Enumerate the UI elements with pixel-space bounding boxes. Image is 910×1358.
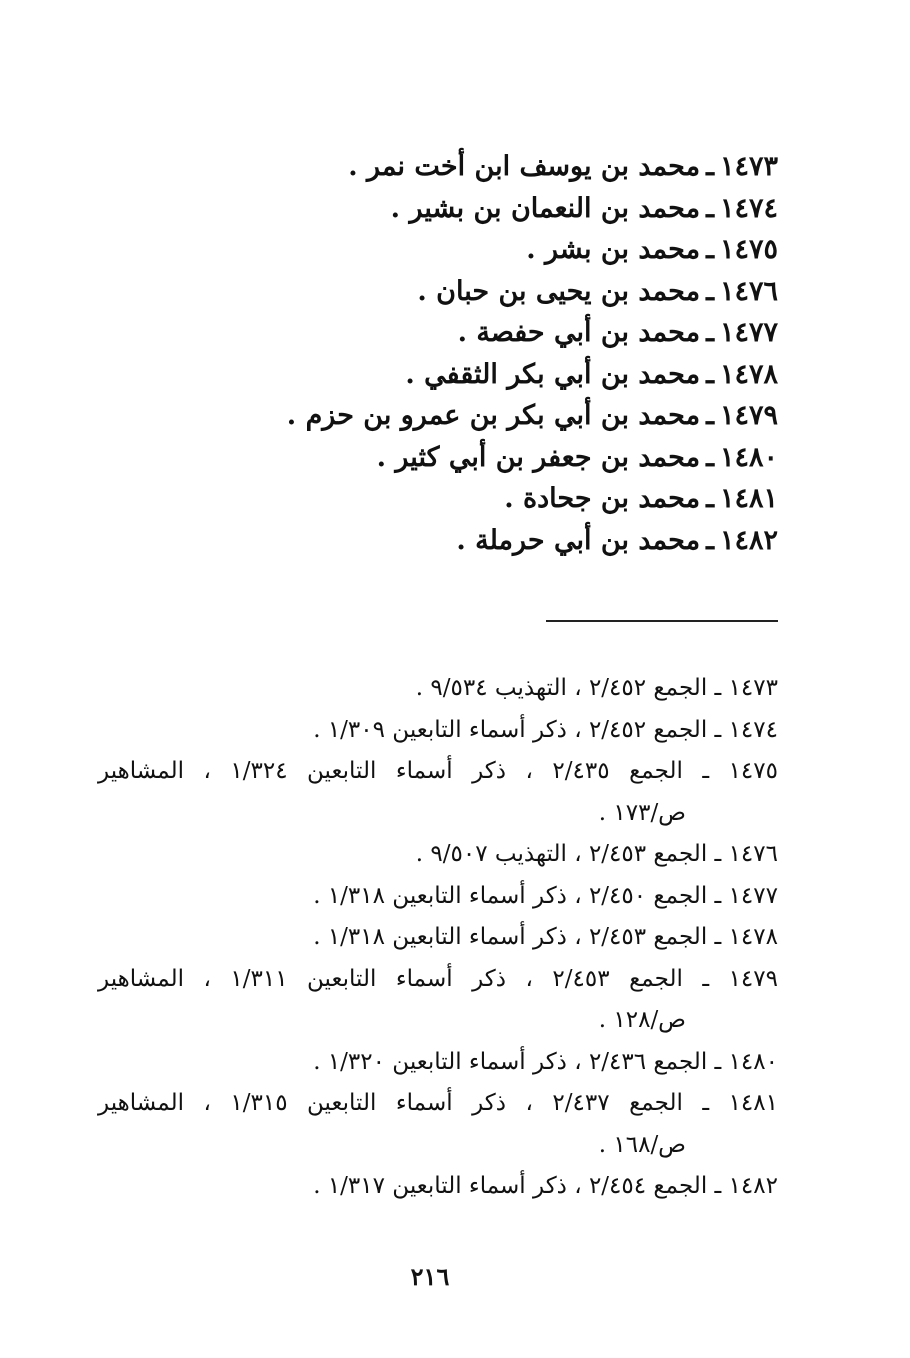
footnote-line: ١٤٧٨ ـ الجمع ٢/٤٥٣ ، ذكر أسماء التابعين ١/٣١٨ .	[313, 924, 778, 950]
footnote-line: ١٤٨٠ ـ الجمع ٢/٤٣٦ ، ذكر أسماء التابعين ١/٣٢٠ .	[313, 1048, 778, 1075]
entry-list	[128, 146, 778, 561]
footnote-item	[98, 834, 778, 876]
entry-item	[128, 271, 778, 313]
entry-name: محمد بن أبي بكر الثقفي .	[405, 358, 701, 390]
footnote-item	[98, 751, 778, 834]
entry-name: محمد بن أبي بكر بن عمرو بن حزم .	[286, 400, 701, 431]
entry-dash: ـ	[706, 358, 714, 390]
entry-dash: ـ	[706, 400, 714, 431]
footnote-line: ١٤٨٢ ـ الجمع ٢/٤٥٤ ، ذكر أسماء التابعين ١/٣١٧ .	[313, 1173, 778, 1199]
entry-dash: ـ	[706, 317, 714, 348]
entry-item	[128, 188, 778, 230]
entry-name: محمد بن جعفر بن أبي كثير .	[376, 441, 701, 473]
footnote-divider	[546, 620, 778, 622]
entry-number: ١٤٨٠	[719, 441, 778, 473]
footnote-line: ١٤٨١ ـ الجمع ٢/٤٣٧ ، ذكر أسماء التابعين ١/٣١٥ ، المشاهير	[98, 1090, 778, 1116]
entry-item	[128, 520, 778, 562]
footnote-item	[98, 1166, 778, 1208]
page-number: ٢١٦	[410, 1262, 450, 1291]
entry-item	[128, 395, 778, 437]
entry-name: محمد بن أبي حفصة .	[457, 317, 701, 348]
entry-name: محمد بن جحادة .	[504, 483, 701, 514]
entry-name: محمد بن يحيى بن حبان .	[417, 275, 701, 307]
entry-number: ١٤٧٨	[719, 358, 778, 390]
footnote-line: ١٤٧٩ ـ الجمع ٢/٤٥٣ ، ذكر أسماء التابعين ١/٣١١ ، المشاهير	[98, 965, 778, 992]
entry-dash: ـ	[706, 192, 714, 224]
entry-number: ١٤٧٤	[719, 192, 778, 224]
entry-dash: ـ	[706, 234, 714, 265]
entry-number: ١٤٧٦	[719, 275, 778, 307]
footnote-line: ١٤٧٧ ـ الجمع ٢/٤٥٠ ، ذكر أسماء التابعين ١/٣١٨ .	[313, 882, 778, 909]
entry-dash: ـ	[706, 151, 714, 182]
entry-item	[128, 437, 778, 479]
entry-item	[128, 312, 778, 354]
entry-dash: ـ	[706, 275, 714, 307]
entry-name: محمد بن بشر .	[526, 234, 701, 265]
entry-item	[128, 354, 778, 396]
footnote-item	[98, 710, 778, 752]
footnote-continuation: ص/١٧٣ .	[598, 799, 686, 826]
entry-number: ١٤٧٧	[719, 317, 778, 348]
entry-number: ١٤٧٩	[719, 400, 778, 431]
entry-number: ١٤٧٣	[719, 151, 778, 182]
entry-number: ١٤٨٢	[719, 524, 778, 556]
entry-item	[128, 146, 778, 188]
footnote-item	[98, 1042, 778, 1084]
footnote-item	[98, 959, 778, 1042]
entry-name: محمد بن أبي حرملة .	[456, 524, 701, 556]
entry-dash: ـ	[706, 524, 714, 556]
footnotes	[98, 668, 778, 1208]
entry-item	[128, 229, 778, 271]
entry-dash: ـ	[706, 483, 714, 514]
footnote-line: ١٤٧٣ ـ الجمع ٢/٤٥٢ ، التهذيب ٩/٥٣٤ .	[415, 675, 778, 701]
footnote-continuation: ص/١٦٨ .	[598, 1131, 686, 1158]
entry-number: ١٤٨١	[719, 483, 778, 514]
footnote-item	[98, 917, 778, 959]
footnote-item	[98, 1083, 778, 1166]
footnote-continuation: ص/١٢٨ .	[598, 1007, 686, 1033]
entry-name: محمد بن يوسف ابن أخت نمر .	[348, 151, 701, 182]
entry-dash: ـ	[706, 441, 714, 473]
footnote-line: ١٤٧٥ ـ الجمع ٢/٤٣٥ ، ذكر أسماء التابعين ١/٣٢٤ ، المشاهير	[98, 758, 778, 784]
footnote-item	[98, 876, 778, 918]
entry-item	[128, 478, 778, 520]
footnote-line: ١٤٧٤ ـ الجمع ٢/٤٥٢ ، ذكر أسماء التابعين ١/٣٠٩ .	[313, 716, 778, 743]
entry-name: محمد بن النعمان بن بشير .	[390, 192, 701, 224]
footnote-line: ١٤٧٦ ـ الجمع ٢/٤٥٣ ، التهذيب ٩/٥٠٧ .	[415, 841, 778, 867]
entry-number: ١٤٧٥	[719, 234, 778, 265]
footnote-item	[98, 668, 778, 710]
